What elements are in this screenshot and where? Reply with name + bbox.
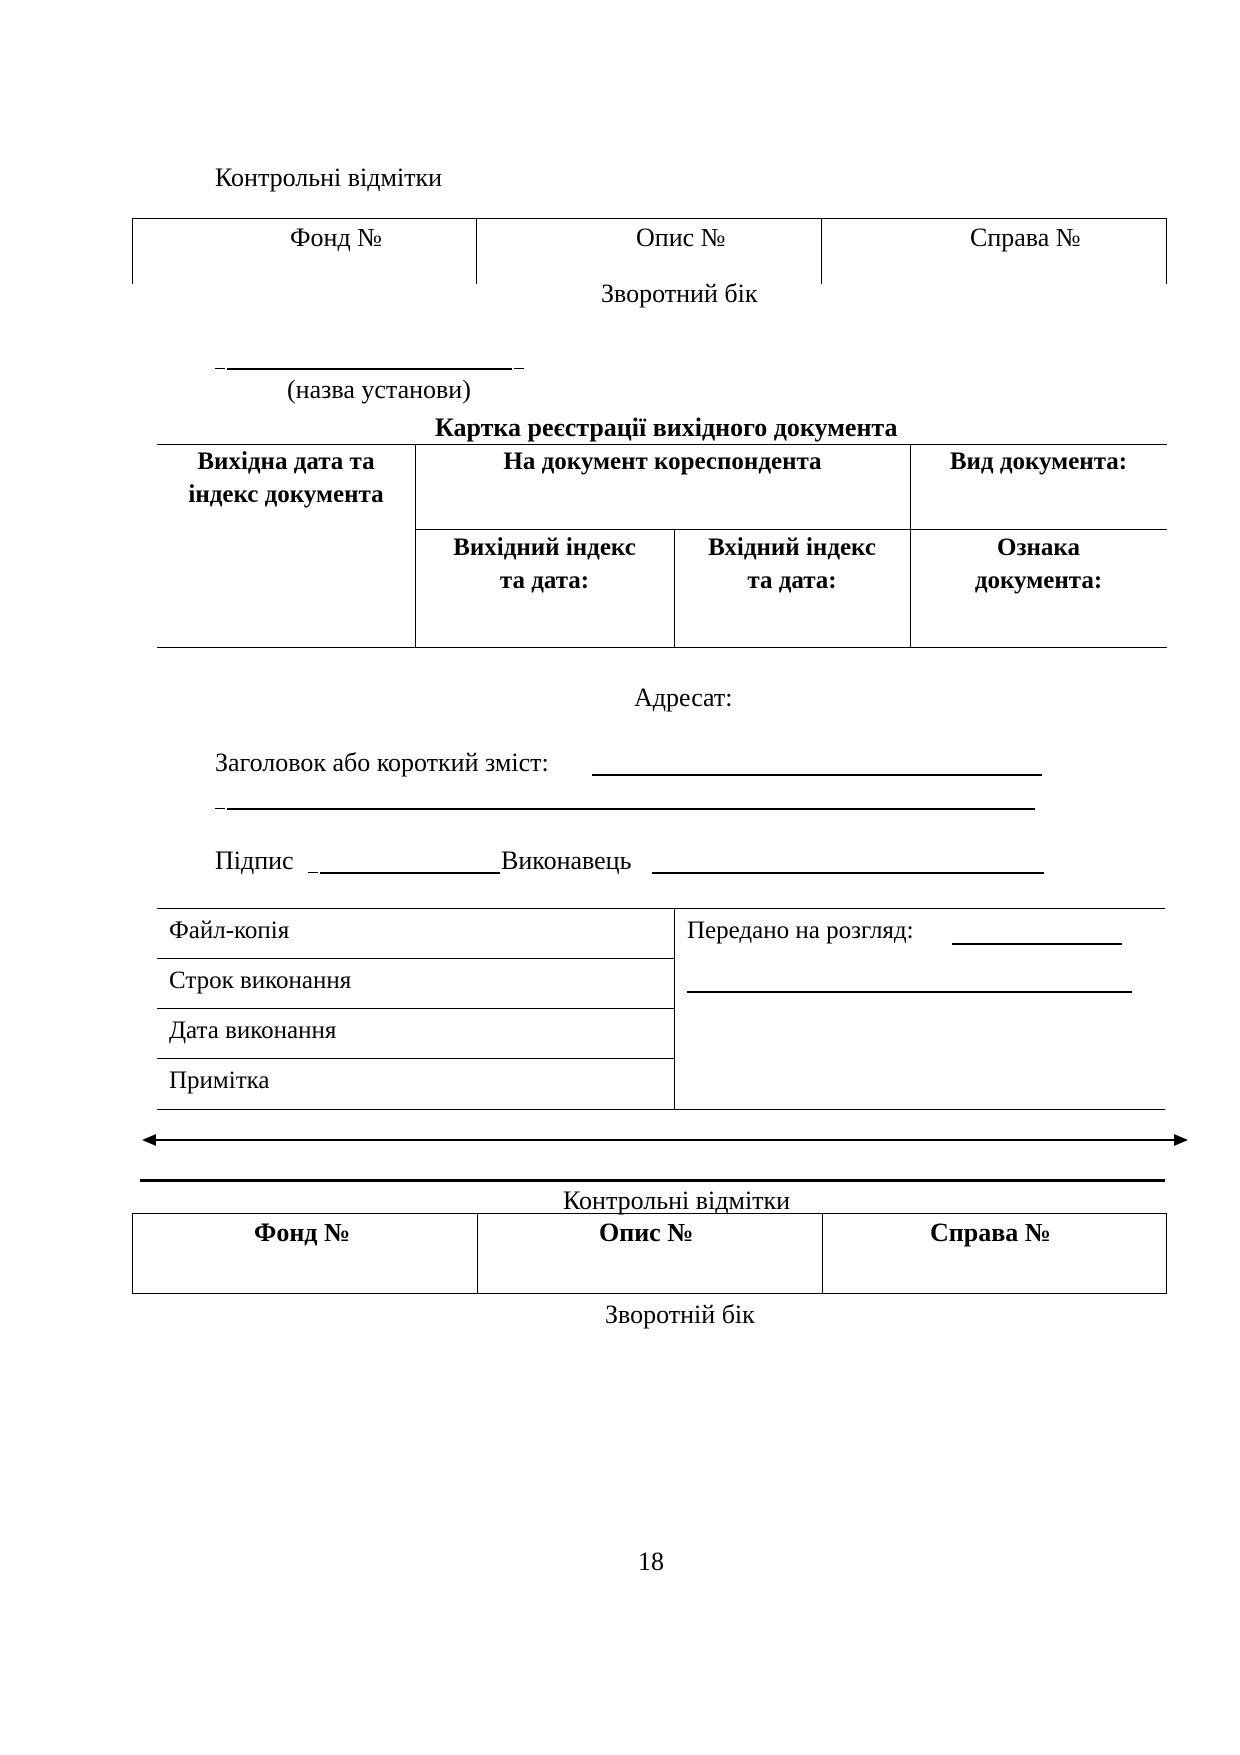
table-divider — [477, 1214, 478, 1293]
case-number-label: Справа № — [930, 1218, 1051, 1247]
institution-caption: (назва установи) — [287, 375, 471, 404]
document-attribute-header: Ознака документа: — [974, 534, 1103, 594]
table-row: Дата виконання — [157, 1009, 674, 1059]
bottom-control-marks-heading: Контрольні відмітки — [563, 1186, 791, 1215]
summary-label: Заголовок або короткий зміст: — [215, 748, 549, 777]
outgoing-index-date-header: Вихідний індекс та дата: — [453, 534, 636, 594]
inventory-number-label: Опис № — [636, 223, 726, 252]
table-divider — [821, 219, 822, 284]
bottom-control-marks-table — [132, 1213, 1167, 1294]
executor-label: Виконавець — [501, 846, 632, 875]
table-divider — [674, 909, 675, 1109]
signature-line — [308, 872, 500, 874]
incoming-index-date-header: Вхідний індекс та дата: — [708, 534, 876, 594]
fund-number-label: Фонд № — [290, 223, 382, 252]
table-divider — [476, 219, 477, 284]
reverse-side-label: Зворотний бік — [601, 279, 758, 308]
registration-card-table — [157, 444, 1167, 648]
passed-for-review-line-2 — [687, 991, 1132, 993]
correspondent-document-header: На документ кореспондента — [503, 448, 822, 475]
table-row: Файл-копія — [157, 909, 674, 959]
signature-label: Підпис — [215, 846, 294, 875]
addressee-label: Адресат: — [634, 683, 733, 712]
table-divider — [415, 529, 1167, 530]
document-type-header: Вид документа: — [949, 448, 1128, 475]
case-number-label: Справа № — [970, 223, 1081, 252]
table-divider — [132, 219, 133, 284]
institution-name-line — [215, 352, 525, 370]
fund-number-label: Фонд № — [254, 1218, 351, 1247]
table-row: Примітка — [169, 1067, 270, 1094]
summary-line — [592, 774, 1042, 776]
table-divider — [822, 1214, 823, 1293]
control-marks-table — [132, 218, 1167, 284]
card-title: Картка реєстрації вихідного документа — [435, 413, 898, 442]
summary-line-2 — [215, 808, 1035, 810]
executor-line — [652, 872, 1044, 874]
cut-line — [140, 1179, 1165, 1182]
page-number: 18 — [638, 1547, 664, 1576]
file-copy-table — [157, 908, 1165, 1110]
passed-for-review-line — [952, 943, 1122, 945]
table-divider — [1166, 219, 1167, 284]
table-row: Строк виконання — [157, 959, 674, 1009]
bottom-reverse-side-label: Зворотній бік — [605, 1300, 755, 1329]
double-arrow-icon — [140, 1130, 1190, 1150]
outgoing-date-index-header: Вихідна дата та індекс документа — [188, 448, 384, 508]
control-marks-heading: Контрольні відмітки — [215, 163, 443, 192]
passed-for-review-label: Передано на розгляд: — [687, 917, 914, 944]
inventory-number-label: Опис № — [599, 1218, 694, 1247]
